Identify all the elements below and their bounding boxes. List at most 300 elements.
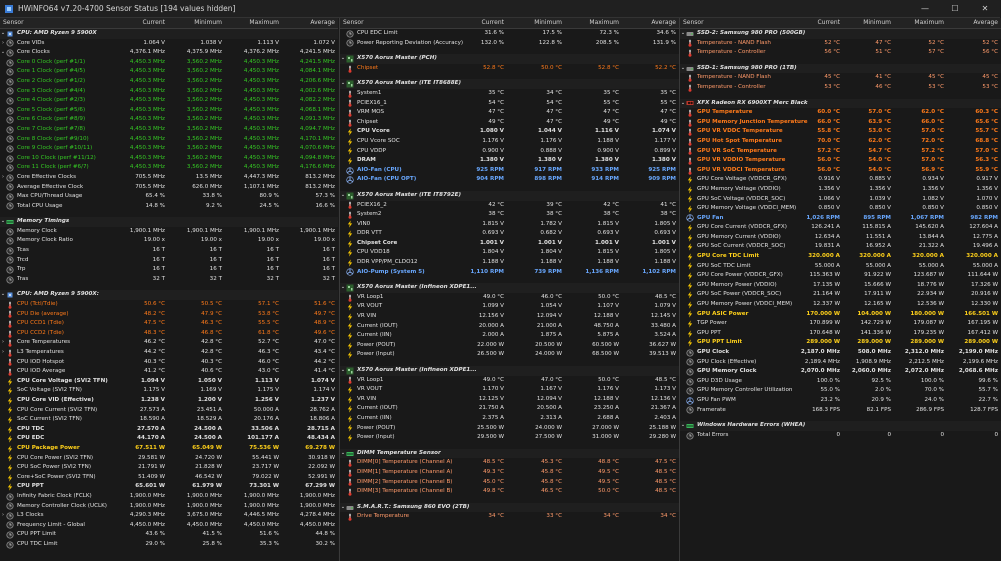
sensor-row-gpu-ppt-limit[interactable] bbox=[680, 338, 1001, 348]
minimum-value: 122.8 % bbox=[538, 39, 562, 46]
sensor-row-max-cpu-thread-usage[interactable] bbox=[0, 192, 338, 202]
sensor-pane-right[interactable] bbox=[679, 18, 1001, 561]
sensor-row-aio-fan-cpu[interactable] bbox=[340, 166, 679, 176]
sensor-row-average-effective-clock[interactable] bbox=[0, 183, 338, 193]
current-value: 45 °C bbox=[824, 74, 840, 81]
sensor-name-cell bbox=[340, 424, 450, 434]
sensor-name-cell bbox=[0, 144, 111, 154]
maximum-value: 4,450.3 MHz bbox=[243, 116, 279, 123]
sensor-label: X570 Aorus Master (PCH) bbox=[357, 55, 437, 62]
sensor-label: Current (IOUT) bbox=[357, 322, 398, 329]
clock-icon bbox=[6, 276, 14, 284]
sensor-row-tras[interactable] bbox=[0, 275, 338, 285]
sensor-row-core-soc-power-svi2-tfn[interactable] bbox=[0, 473, 338, 483]
sensor-row-gpu-core-current-vddcr-gfx[interactable] bbox=[680, 223, 1001, 233]
col-current[interactable]: Current bbox=[481, 19, 504, 26]
sensor-row-gpu-memory-power-vddci-mem[interactable] bbox=[680, 300, 1001, 310]
sensor-rows bbox=[0, 29, 338, 549]
sensor-row-gpu-core-voltage-vddcr-gfx[interactable] bbox=[680, 175, 1001, 185]
current-value: 42 °C bbox=[488, 201, 504, 208]
motherboard-icon bbox=[346, 367, 354, 375]
sensor-row-current-iin[interactable] bbox=[340, 414, 679, 424]
expand-chevron-icon[interactable]: › bbox=[2, 173, 4, 180]
current-value: 132.0 % bbox=[480, 39, 504, 46]
collapse-chevron-icon[interactable]: ⌄ bbox=[340, 367, 346, 373]
sensor-group-x570-aorus-master-infineon-xdpe1[interactable] bbox=[340, 366, 679, 376]
lightning-bolt-icon bbox=[686, 320, 694, 328]
sensor-group-ssd-1-samsung-980-pro-1tb[interactable] bbox=[680, 64, 1001, 74]
sensor-label: DIMM[1] Temperature (Channel A) bbox=[357, 468, 453, 475]
maximum-value: 51.6 % bbox=[259, 531, 279, 538]
sensor-row-memory-clock-ratio[interactable] bbox=[0, 236, 338, 246]
sensor-name-cell bbox=[340, 503, 470, 513]
maximum-value: 16 T bbox=[266, 266, 279, 273]
sensor-row-total-cpu-usage[interactable] bbox=[0, 202, 338, 212]
sensor-label: AIO-Fan (CPU OPT) bbox=[357, 176, 417, 183]
sensor-label: Average Effective Clock bbox=[17, 183, 84, 190]
sensor-row-gpu-vr-vddci-temperature[interactable] bbox=[680, 166, 1001, 176]
maximum-value: 55 °C bbox=[603, 99, 619, 106]
sensor-row-gpu-clock-effective[interactable] bbox=[680, 358, 1001, 368]
thermometer-icon bbox=[686, 49, 694, 57]
sensor-row-dimm-2-temperature-channel-b[interactable] bbox=[340, 478, 679, 488]
current-value: 126.241 A bbox=[811, 224, 840, 231]
sensor-label: Core 5 Clock (perf #5/6) bbox=[17, 106, 86, 113]
sensor-group-ssd-2-samsung-980-pro-500gb[interactable] bbox=[680, 29, 1001, 39]
minimum-value: 2,060.0 MHz bbox=[851, 368, 891, 375]
sensor-row-gpu-soc-current-vddcr-soc[interactable] bbox=[680, 242, 1001, 252]
close-button[interactable]: ✕ bbox=[981, 4, 989, 13]
minimum-value: 1.038 V bbox=[200, 39, 222, 46]
maximum-value: 320.000 A bbox=[912, 253, 944, 260]
sensor-row-gpu-soc-power-vddcr-soc[interactable] bbox=[680, 290, 1001, 300]
sensor-row-gpu-hot-spot-temperature[interactable] bbox=[680, 137, 1001, 147]
minimum-value: 46.0 °C bbox=[541, 293, 562, 300]
sensor-row-pciex16-1[interactable] bbox=[340, 99, 679, 109]
sensor-group-s-m-a-r-t-samsung-860-evo-2tb[interactable] bbox=[340, 503, 679, 513]
sensor-row-current-iout[interactable] bbox=[340, 322, 679, 332]
current-value: 2,189.4 MHz bbox=[804, 358, 840, 365]
col-minimum[interactable]: Minimum bbox=[194, 19, 222, 26]
sensor-row-vr-loop1[interactable] bbox=[340, 376, 679, 386]
minimum-value: 33 °C bbox=[546, 513, 562, 520]
sensor-label: CPU Vcore SOC bbox=[357, 137, 400, 144]
sensor-row-temperature-nand-flash[interactable] bbox=[680, 73, 1001, 83]
collapse-chevron-icon[interactable]: ⌄ bbox=[680, 99, 686, 106]
average-value: 4,068.1 MHz bbox=[299, 106, 335, 113]
sensor-row-core-vids[interactable] bbox=[0, 39, 338, 49]
lightning-bolt-icon bbox=[346, 313, 354, 321]
collapse-chevron-icon[interactable]: ⌄ bbox=[680, 30, 686, 36]
sensor-group-x570-aorus-master-ite-it8792e[interactable] bbox=[340, 191, 679, 201]
collapse-chevron-icon[interactable]: ⌄ bbox=[0, 218, 6, 225]
minimum-value: 3,560.2 MHz bbox=[186, 164, 222, 171]
maximum-value: 286.9 FPS bbox=[916, 406, 944, 413]
sensor-row-cpu-ccd2-tdie[interactable] bbox=[0, 329, 338, 339]
sensor-name-cell bbox=[340, 127, 450, 137]
sensor-row-power-pout[interactable] bbox=[340, 341, 679, 351]
sensor-row-core-7-clock-perf-7-8[interactable] bbox=[0, 125, 338, 135]
collapse-chevron-icon[interactable]: ⌄ bbox=[0, 30, 6, 36]
sensor-row-core-10-clock-perf-11-12[interactable] bbox=[0, 154, 338, 164]
collapse-chevron-icon[interactable]: ⌄ bbox=[340, 191, 346, 198]
sensor-name-cell bbox=[340, 64, 450, 74]
sensor-row-power-reporting-deviation-accuracy[interactable] bbox=[340, 39, 679, 49]
sensor-name-cell bbox=[340, 487, 453, 497]
sensor-row-cpu-die-average[interactable] bbox=[0, 310, 338, 320]
sensor-row-framerate[interactable] bbox=[680, 406, 1001, 416]
sensor-name-cell bbox=[340, 414, 450, 424]
collapse-chevron-icon[interactable]: ⌄ bbox=[340, 55, 346, 62]
minimum-value: 21.000 A bbox=[536, 322, 562, 329]
sensor-row-gpu-memory-controller-utilization[interactable] bbox=[680, 386, 1001, 396]
sensor-name-cell bbox=[680, 175, 792, 185]
sensor-row-vr-vin[interactable] bbox=[340, 395, 679, 405]
sensor-row-cpu-ppt-limit[interactable] bbox=[0, 530, 338, 540]
current-value: 0.850 V bbox=[818, 205, 840, 212]
sensor-row-core-effective-clocks[interactable] bbox=[0, 173, 338, 183]
sensor-name-cell bbox=[680, 195, 792, 205]
sensor-row-vr-vout[interactable] bbox=[340, 302, 679, 312]
col-sensor[interactable]: Sensor bbox=[683, 19, 704, 26]
collapse-chevron-icon[interactable]: ⌄ bbox=[680, 422, 686, 429]
average-value: 16 T bbox=[322, 256, 335, 263]
sensor-row-chipset[interactable] bbox=[340, 64, 679, 74]
sensor-pane-left[interactable] bbox=[0, 18, 338, 561]
sensor-row-trp[interactable] bbox=[0, 265, 338, 275]
sensor-name-cell bbox=[680, 281, 792, 291]
sensor-row-gpu-fan[interactable] bbox=[680, 214, 1001, 224]
expand-chevron-icon[interactable]: › bbox=[2, 339, 4, 346]
col-maximum[interactable]: Maximum bbox=[589, 19, 619, 26]
sensor-row-gpu-vr-vddio-temperature[interactable] bbox=[680, 156, 1001, 166]
sensor-row-cpu-tdc[interactable] bbox=[0, 425, 338, 435]
sensor-row-gpu-soc-voltage-vddcr-soc[interactable] bbox=[680, 195, 1001, 205]
sensor-name-cell bbox=[340, 79, 462, 89]
minimize-button[interactable]: — bbox=[921, 4, 929, 13]
sensor-row-infinity-fabric-clock-fclk[interactable] bbox=[0, 492, 338, 502]
minimum-value: 33.8 % bbox=[202, 193, 222, 200]
average-value: 167.195 W bbox=[967, 320, 998, 327]
sensor-row-power-pout[interactable] bbox=[340, 424, 679, 434]
sensor-row-gpu-memory-voltage-vddio[interactable] bbox=[680, 185, 1001, 195]
sensor-row-gpu-asic-power[interactable] bbox=[680, 310, 1001, 320]
sensor-row-chipset-core[interactable] bbox=[340, 239, 679, 249]
sensor-row-gpu-vr-soc-temperature[interactable] bbox=[680, 147, 1001, 157]
sensor-name-cell bbox=[0, 173, 111, 183]
current-value: 65.4 % bbox=[145, 193, 165, 200]
sensor-label: Core 4 Clock (perf #2/3) bbox=[17, 97, 86, 104]
collapse-chevron-icon[interactable]: ⌄ bbox=[0, 49, 6, 56]
sensor-label: Current (IIN) bbox=[357, 332, 392, 339]
sensor-row-gpu-core-tdc-limit[interactable] bbox=[680, 252, 1001, 262]
sensor-row-dimm-0-temperature-channel-a[interactable] bbox=[340, 458, 679, 468]
sensor-row-gpu-vr-vddc-temperature[interactable] bbox=[680, 127, 1001, 137]
sensor-row-cpu-vdd18[interactable] bbox=[340, 248, 679, 258]
sensor-row-chipset[interactable] bbox=[340, 118, 679, 128]
sensor-row-temperature-controller[interactable] bbox=[680, 83, 1001, 93]
sensor-row-core-2-clock-perf-1-2[interactable] bbox=[0, 77, 338, 87]
sensor-row-cpu-core-power-svi2-tfn[interactable] bbox=[0, 454, 338, 464]
maximum-value: 4,450.0 MHz bbox=[243, 521, 279, 528]
sensor-row-ddr-vtt[interactable] bbox=[340, 229, 679, 239]
sensor-row-cpu-core-vid-effective[interactable] bbox=[0, 396, 338, 406]
sensor-row-core-clocks[interactable] bbox=[0, 48, 338, 58]
sensor-row-gpu-d3d-usage[interactable] bbox=[680, 377, 1001, 387]
minimum-value: 3,560.2 MHz bbox=[186, 106, 222, 113]
minimum-value: 54.7 °C bbox=[868, 147, 891, 154]
sensor-row-dram[interactable] bbox=[340, 156, 679, 166]
sensor-row-cpu-vcore-soc[interactable] bbox=[340, 137, 679, 147]
lightning-bolt-icon bbox=[6, 426, 14, 434]
sensor-row-gpu-ppt[interactable] bbox=[680, 329, 1001, 339]
col-current[interactable]: Current bbox=[142, 19, 165, 26]
current-value: 70.0 °C bbox=[817, 137, 840, 144]
sensor-row-core-3-clock-perf-4-4[interactable] bbox=[0, 87, 338, 97]
sensor-row-cpu-edc-limit[interactable] bbox=[340, 29, 679, 39]
expand-chevron-icon[interactable]: › bbox=[2, 39, 4, 46]
sensor-row-vr-loop1[interactable] bbox=[340, 293, 679, 303]
collapse-chevron-icon[interactable]: ⌄ bbox=[340, 503, 346, 510]
lightning-bolt-icon bbox=[346, 322, 354, 330]
sensor-label: L3 Clocks bbox=[17, 512, 44, 519]
sensor-row-core-5-clock-perf-5-6[interactable] bbox=[0, 106, 338, 116]
sensor-row-gpu-fan-pwm[interactable] bbox=[680, 396, 1001, 406]
average-value: 909 RPM bbox=[648, 176, 676, 183]
maximum-value: 24.0 % bbox=[924, 396, 944, 403]
expand-chevron-icon[interactable]: › bbox=[2, 512, 4, 519]
col-current[interactable]: Current bbox=[817, 19, 840, 26]
sensor-row-cpu-tdc-limit[interactable] bbox=[0, 540, 338, 550]
sensor-row-gpu-memory-voltage-vddci-mem[interactable] bbox=[680, 204, 1001, 214]
thermometer-icon bbox=[6, 301, 14, 309]
col-average[interactable]: Average bbox=[973, 19, 998, 26]
sensor-name-cell bbox=[340, 29, 450, 39]
collapse-chevron-icon[interactable]: ⌄ bbox=[0, 291, 6, 298]
sensor-row-core-6-clock-perf-8-9[interactable] bbox=[0, 115, 338, 125]
average-value: 48.5 °C bbox=[655, 293, 676, 300]
average-value: 1.177 V bbox=[654, 137, 676, 144]
current-value: 1.094 V bbox=[141, 377, 165, 384]
sensor-label: XFX Radeon RX 6900XT Merc Black bbox=[697, 99, 808, 106]
sensor-row-system1[interactable] bbox=[340, 89, 679, 99]
sensor-row-temperature-nand-flash[interactable] bbox=[680, 39, 1001, 49]
sensor-row-gpu-memory-power-vddio[interactable] bbox=[680, 281, 1001, 291]
minimum-value: 12.094 V bbox=[536, 313, 562, 320]
minimum-value: 42.8 °C bbox=[201, 349, 222, 355]
sensor-label: System1 bbox=[357, 89, 382, 96]
sensor-row-cpu-ccd1-tdie[interactable] bbox=[0, 319, 338, 329]
average-value: 4,241.5 MHz bbox=[299, 58, 335, 65]
thermometer-icon bbox=[346, 294, 354, 302]
sensor-row-vin0[interactable] bbox=[340, 220, 679, 230]
current-value: 2.375 A bbox=[482, 414, 504, 421]
sensor-row-gpu-temperature[interactable] bbox=[680, 108, 1001, 118]
sensor-row-aio-pump-system-5[interactable] bbox=[340, 268, 679, 278]
sensor-label: Core 6 Clock (perf #8/9) bbox=[17, 116, 86, 123]
sensor-name-cell bbox=[340, 312, 450, 322]
sensor-row-temperature-controller[interactable] bbox=[680, 48, 1001, 58]
maximize-button[interactable]: ☐ bbox=[951, 4, 959, 13]
collapse-chevron-icon[interactable]: ⌄ bbox=[340, 80, 346, 87]
sensor-label: Core 9 Clock (perf #10/11) bbox=[17, 145, 93, 152]
collapse-chevron-icon[interactable]: ⌄ bbox=[340, 449, 346, 456]
sensor-row-gpu-memory-current-vddio[interactable] bbox=[680, 233, 1001, 243]
sensor-row-soc-current-svi2-tfn[interactable] bbox=[0, 415, 338, 425]
sensor-row-cpu-soc-power-svi2-tfn[interactable] bbox=[0, 463, 338, 473]
sensor-row-gpu-clock[interactable] bbox=[680, 348, 1001, 358]
sensor-row-cpu-edc[interactable] bbox=[0, 434, 338, 444]
col-minimum[interactable]: Minimum bbox=[534, 19, 562, 26]
average-value: 36.627 W bbox=[649, 341, 676, 348]
sensor-group-windows-hardware-errors-whea[interactable] bbox=[680, 421, 1001, 431]
sensor-row-cpu-iod-average[interactable] bbox=[0, 367, 338, 377]
sensor-label: GPU Core Power (VDDCR_GFX) bbox=[697, 272, 783, 279]
minimum-value: 3,560.2 MHz bbox=[186, 135, 222, 142]
sensor-row-cpu-core-current-svi2-tfn[interactable] bbox=[0, 406, 338, 416]
sensor-label: AIO-Pump (System 5) bbox=[357, 268, 425, 275]
sensor-row-system2[interactable] bbox=[340, 210, 679, 220]
col-minimum[interactable]: Minimum bbox=[863, 19, 891, 26]
sensor-row-drive-temperature[interactable] bbox=[340, 512, 679, 522]
sensor-row-total-errors[interactable] bbox=[680, 431, 1001, 441]
sensor-row-tcas[interactable] bbox=[0, 246, 338, 256]
sensor-row-power-input[interactable] bbox=[340, 350, 679, 360]
sensor-group-dimm-temperature-sensor[interactable] bbox=[340, 449, 679, 459]
sensor-name-cell bbox=[680, 329, 792, 339]
sensor-row-gpu-memory-clock[interactable] bbox=[680, 367, 1001, 377]
minimum-value: 15.666 W bbox=[864, 281, 891, 288]
thermometer-icon bbox=[686, 128, 694, 136]
sensor-row-l3-clocks[interactable] bbox=[0, 511, 338, 521]
col-average[interactable]: Average bbox=[310, 19, 335, 26]
sensor-row-frequency-limit-global[interactable] bbox=[0, 521, 338, 531]
sensor-row-core-4-clock-perf-2-3[interactable] bbox=[0, 96, 338, 106]
sensor-row-core-9-clock-perf-10-11[interactable] bbox=[0, 144, 338, 154]
sensor-row-current-iin[interactable] bbox=[340, 331, 679, 341]
sensor-row-cpu-vcore[interactable] bbox=[340, 127, 679, 137]
sensor-row-gpu-memory-junction-temperature[interactable] bbox=[680, 118, 1001, 128]
sensor-label: CPU Package Power bbox=[17, 444, 80, 451]
clock-icon bbox=[6, 39, 14, 47]
average-value: 0.899 V bbox=[654, 147, 676, 154]
sensor-group-cpu-amd-ryzen-9-5900x[interactable] bbox=[0, 290, 338, 300]
gpu-icon bbox=[686, 99, 694, 107]
sensor-row-pciex16-2[interactable] bbox=[340, 201, 679, 211]
sensor-pane-middle[interactable] bbox=[339, 18, 679, 561]
expand-chevron-icon[interactable]: › bbox=[2, 349, 4, 355]
sensor-row-core-0-clock-perf-1-1[interactable] bbox=[0, 58, 338, 68]
sensor-row-tgp-power[interactable] bbox=[680, 319, 1001, 329]
sensor-label: Drive Temperature bbox=[357, 513, 410, 520]
current-value: 4,450.3 MHz bbox=[129, 164, 165, 171]
sensor-label: Temperature - NAND Flash bbox=[697, 39, 771, 46]
col-maximum[interactable]: Maximum bbox=[914, 19, 944, 26]
sensor-row-cpu-ppt[interactable] bbox=[0, 482, 338, 492]
current-value: 20.000 A bbox=[478, 322, 504, 329]
sensor-label: Frequency Limit - Global bbox=[17, 521, 85, 528]
sensor-row-l3-temperatures[interactable] bbox=[0, 348, 338, 358]
sensor-row-gpu-core-power-vddcr-gfx[interactable] bbox=[680, 271, 1001, 281]
sensor-label: GPU Fan bbox=[697, 214, 724, 221]
sensor-row-memory-clock[interactable] bbox=[0, 227, 338, 237]
sensor-row-current-iout[interactable] bbox=[340, 404, 679, 414]
minimum-value: 1.804 V bbox=[540, 249, 562, 256]
thermometer-icon bbox=[346, 65, 354, 73]
sensor-row-cpu-package-power[interactable] bbox=[0, 444, 338, 454]
sensor-label: CPU Core Voltage (SVI2 TFN) bbox=[17, 377, 108, 384]
average-value: 49.7 °C bbox=[314, 310, 335, 317]
sensor-group-x570-aorus-master-ite-it8688e[interactable] bbox=[340, 79, 679, 89]
sensor-group-x570-aorus-master-infineon-xdpe1[interactable] bbox=[340, 283, 679, 293]
sensor-group-cpu-amd-ryzen-9-5900x[interactable] bbox=[0, 29, 338, 39]
sensor-row-cpu-core-voltage-svi2-tfn[interactable] bbox=[0, 377, 338, 387]
sensor-group-x570-aorus-master-pch[interactable] bbox=[340, 54, 679, 64]
sensor-row-dimm-1-temperature-channel-a[interactable] bbox=[340, 468, 679, 478]
sensor-row-ddr-vpp-pm-cldo12[interactable] bbox=[340, 258, 679, 268]
maximum-value: 1.107 V bbox=[597, 303, 619, 310]
sensor-row-dimm-3-temperature-channel-b[interactable] bbox=[340, 487, 679, 497]
col-sensor[interactable]: Sensor bbox=[3, 19, 24, 26]
current-value: 56 °C bbox=[824, 49, 840, 56]
sensor-row-core-temperatures[interactable] bbox=[0, 338, 338, 348]
minimum-value: 3,560.2 MHz bbox=[186, 87, 222, 94]
sensor-name-cell bbox=[340, 366, 477, 376]
sensor-row-trcd[interactable] bbox=[0, 256, 338, 266]
minimum-value: 917 RPM bbox=[534, 166, 562, 173]
sensor-group-memory-timings[interactable] bbox=[0, 217, 338, 227]
sensor-row-aio-fan-cpu-opt[interactable] bbox=[340, 175, 679, 185]
sensor-group-xfx-radeon-rx-6900xt-merc-black[interactable] bbox=[680, 99, 1001, 109]
sensor-row-vr-vout[interactable] bbox=[340, 385, 679, 395]
current-value: 4,450.3 MHz bbox=[129, 68, 165, 75]
maximum-value: 4,450.3 MHz bbox=[243, 154, 279, 161]
sensor-row-cpu-vddp[interactable] bbox=[340, 147, 679, 157]
sensor-name-cell bbox=[340, 376, 450, 386]
collapse-chevron-icon[interactable]: ⌄ bbox=[340, 284, 346, 291]
current-value: 4,450.3 MHz bbox=[129, 106, 165, 113]
maximum-value: 56.9 °C bbox=[921, 166, 944, 173]
fan-icon bbox=[686, 214, 694, 222]
col-average[interactable]: Average bbox=[651, 19, 676, 26]
sensor-row-gpu-soc-tdc-limit[interactable] bbox=[680, 262, 1001, 272]
minimum-value: 3,560.2 MHz bbox=[186, 145, 222, 152]
sensor-row-cpu-iod-hotspot[interactable] bbox=[0, 358, 338, 368]
sensor-row-cpu-tctl-tdie[interactable] bbox=[0, 300, 338, 310]
current-value: 46.2 °C bbox=[144, 339, 165, 346]
sensor-row-vrm-mos[interactable] bbox=[340, 108, 679, 118]
maximum-value: 32 T bbox=[266, 275, 279, 282]
col-sensor[interactable]: Sensor bbox=[343, 19, 364, 26]
sensor-label: Total CPU Usage bbox=[17, 202, 63, 209]
sensor-row-soc-voltage-svi2-tfn[interactable] bbox=[0, 386, 338, 396]
sensor-row-memory-controller-clock-uclk[interactable] bbox=[0, 502, 338, 512]
sensor-row-core-1-clock-perf-4-5[interactable] bbox=[0, 67, 338, 77]
minimum-value: 50.0 °C bbox=[541, 64, 562, 71]
maximum-value: 21.322 A bbox=[918, 243, 944, 250]
collapse-chevron-icon[interactable]: ⌄ bbox=[680, 64, 686, 71]
sensor-row-core-8-clock-perf-9-10[interactable] bbox=[0, 135, 338, 145]
current-value: 4,450.3 MHz bbox=[129, 145, 165, 152]
sensor-name-cell bbox=[680, 338, 792, 348]
average-value: 4,450.0 MHz bbox=[299, 521, 335, 528]
maximum-value: 4,450.3 MHz bbox=[243, 97, 279, 104]
sensor-row-vr-vin[interactable] bbox=[340, 312, 679, 322]
sensor-row-core-11-clock-perf-6-7[interactable] bbox=[0, 163, 338, 173]
col-maximum[interactable]: Maximum bbox=[249, 19, 279, 26]
sensor-row-power-input[interactable] bbox=[340, 433, 679, 443]
sensor-name-cell bbox=[680, 204, 797, 214]
